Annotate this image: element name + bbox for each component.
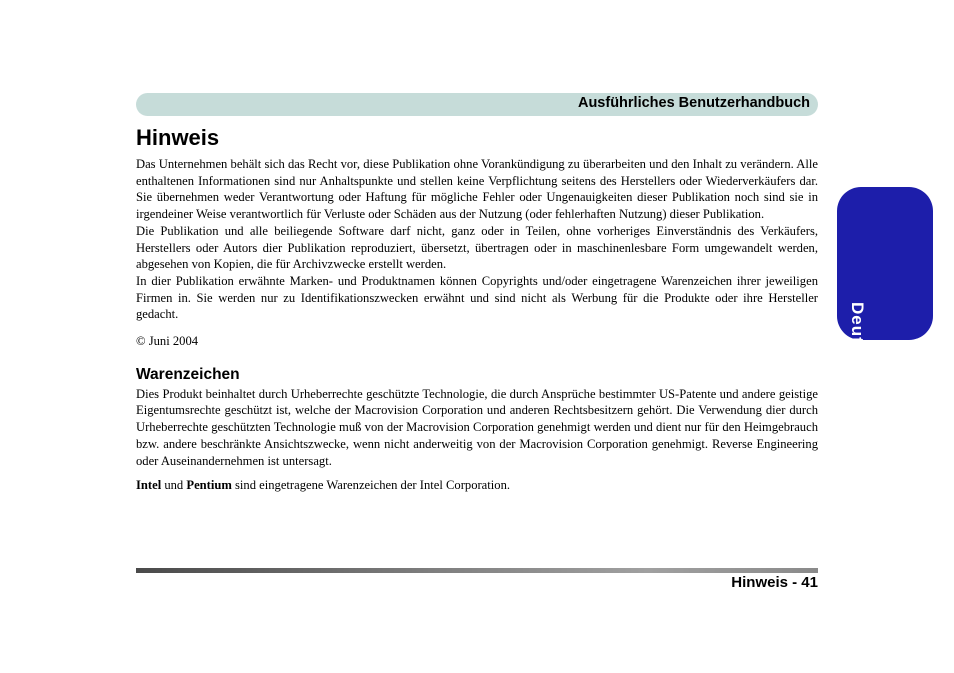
footer-divider [136,568,818,573]
page-content [136,124,818,494]
intel-brand: Intel [136,478,162,493]
notice-paragraph-2: Die Publikation und alle beiliegende Software darf nicht, ganz oder in Teilen, ohne vorheriges Einverständnis des Verkäufers, Herstellers oder Autors dier Publikation reproduziert, übersetzt, übertragen oder in maschinenlesbare Form umgewandelt werden, abgesehen von Kopien, die für Archivzwecke erstellt werden. [136,223,818,272]
header-bar [136,93,818,116]
header-title: Ausführliches Benutzerhandbuch [577,95,810,111]
copyright-notice: © Juni 2004 [136,334,199,349]
trademarks-paragraph: Dies Produkt beinhaltet durch Urheberrechte geschützte Technologie, die durch Ansprüche bestimmter US-Patente und andere geistige Eigentumsrechte geschützt ist, welche der Macrovision Corporation und anderen Rechtsbesitzern gehört. Die Verwendung dier durch Urheberrechte geschützten Technologie muß von der Macrovision Corporation genehmigt werden und dient nur für den Heimgebrauch bzw. andere beschränkte Ansichtszwecke, wenn nicht anderweitig von der Macrovision Corporation genehmigt. Reverse Engineering oder Auseinandernehmen ist untersagt. [136,386,818,468]
language-tab[interactable] [837,187,933,377]
intel-trademark-rest: sind eingetragene Warenzeichen der Intel Corporation. [231,478,511,493]
notice-paragraph-3: In dier Publikation erwähnte Marken- und Produktnamen können Copyrights und/oder eingetragene Warenzeichen ihrer jeweiligen Firmen in. Sie werden nur zu Identifikationszwecken erwähnt und sind nicht als Werbung für die Produkte oder ihre Hersteller gedacht. [136,273,818,322]
page-title: Hinweis [136,125,220,150]
page-number-label: Hinweis - 41 [731,574,818,591]
trademarks-heading: Warenzeichen [136,365,240,383]
intel-trademark-line [136,477,818,494]
language-tab-label: Deutsch [848,302,867,377]
pentium-brand: Pentium [186,478,232,493]
notice-paragraph-1: Das Unternehmen behält sich das Recht vor, diese Publikation ohne Vorankündigung zu überarbeiten und den Inhalt zu verändern. Alle enthaltenen Informationen sind nur Anhaltspunkte und stellen keine Verpflichtung seitens des Herstellers oder Wiederverkäufers dar. Sie übernehmen weder Verantwortung oder Haftung für mögliche Fehler oder Ungenauigkeiten dieser Publikation noch sind sie in irgendeiner Weise verantwortlich für Verluste oder Schäden aus der Nutzung (oder fehlerhaften Nutzung) dieser Publikation. [136,157,818,222]
conjunction-text: und [161,478,187,493]
